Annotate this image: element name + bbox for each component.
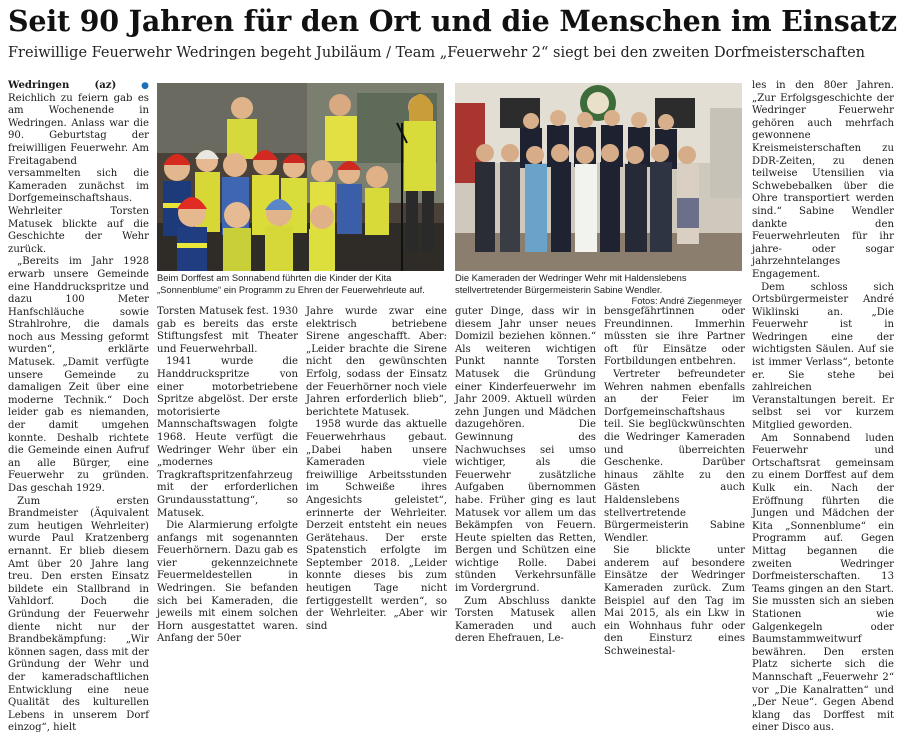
paragraph: „Bereits im Jahr 1928 erwarb unsere Gemeinde eine Handdruckspritze und dazu 100 Meter Hanfschläuche sowie Strahlrohre, die damals noch aus Messing geformt wurden“, erklärte Matusek. „Damit verfügte unsere Gemeinde zu damaligen Zeit über eine moderne Technik.“ Doch leider gab es niemanden, der damit umgehen konnte. Deshalb richtete die Gemeinde einen Aufruf an alle Bürger, eine Feuerwehr zu gründen. Das geschah 1929. xyxy=(8,256,149,494)
photo-kita-children xyxy=(157,83,444,271)
paragraph: Wedringen (az) ● Reichlich zu feiern gab es am Wochenende in Wedringen. Anlass war die 90. Geburtstag der freiwilligen Feuerwehr. Am Freitagabend versammelten sich die Kameraden zunächst im Dorfgemeinschaftshaus. Wehrleiter Torsten Matusek blickte auf die Geschichte der Wehr zurück. xyxy=(8,80,149,255)
paragraph: 1941 wurde die Handdruckspritze von einer motorbetriebene Spritze abgelöst. Der erste motorisierte Mannschaftswagen folgte 1968. Heute verfügt die Wedringer Wehr über ein „modernes Tragkraftspritzenfahrzeug mit der erforderlichen Grundausstattung“, so Matusek. xyxy=(157,356,298,519)
paragraph: 1958 wurde das aktuelle Feuerwehrhaus gebaut. „Dabei haben unsere Kameraden viele freiwillige Arbeitsstunden im Schweiße ihres Angesichts geleistet“, erinnerte der Wehrleiter. Derzeit entsteht ein neues Gerätehaus. Der erste Spatenstich erfolgte im September 2018. „Leider konnte dieses bis zum heutigen Tage nicht fertiggestellt werden“, so der Wehrleiter. „Aber wir sind xyxy=(306,419,447,632)
paragraph: les in den 80er Jahren. „Zur Erfolgsgeschichte der Wedringer Feuerwehr gehören auch mehrfach gewonnene Kreismeisterschaften zu DDR-Zeiten, zu denen teilweise Utensilien via Schwebebalken über die Ohre transportiert werden sind.“ Sabine Wendler dankte den Feuerwehrleuten für ihr jahre- oder sogar jahrzehntelanges Engagement. xyxy=(752,80,894,280)
article-column-5 xyxy=(604,306,745,658)
paragraph: Torsten Matusek fest. 1930 gab es bereits das erste Stiftungsfest mit Theater und Feuerwehrball. xyxy=(157,306,298,355)
article-column-2 xyxy=(157,306,298,645)
article-column-3 xyxy=(306,306,447,632)
paragraph: bensgefährtinnen oder Freundinnen. Immerhin müssten sie ihre Partner oft für Einsätze oder Fortbildungen entbehren. xyxy=(604,306,745,368)
bullet-icon: ● xyxy=(141,81,149,91)
paragraph: Jahre wurde zwar eine elektrisch betriebene Sirene angeschafft. Aber: „Leider brachte die Sirene nicht den gewünschten Erfolg, sodass der Einsatz der Feuerhörner noch viele Jahren erforderlich blieb“, berichtete Matusek. xyxy=(306,306,447,418)
photo-caption-right xyxy=(455,272,742,307)
paragraph: guter Dinge, dass wir in diesem Jahr unser neues Domizil beziehen können.“ Als weiteren wichtigen Punkt nannte Torsten Matusek die Gründung einer Kinderfeuerwehr im Jahr 2009. Aktuell würden zehn Jungen und Mädchen dazugehören. Die Gewinnung des Nachwuchses sei umso wichtiger, als die Feuerwehr zusätzliche Aufgaben übernommen habe. Früher ging es laut Matusek vor allem um das Bekämpfen von Feuern. Heute spielten das Retten, Bergen und Schützen eine wichtige Rolle. Dabei stünden Verkehrsunfälle im Vordergrund. xyxy=(455,306,596,595)
subheadline: Freiwillige Feuerwehr Wedringen begeht Jubiläum / Team „Feuerwehr 2“ siegt bei den zweiten Dorfmeisterschaften xyxy=(8,45,866,61)
article-column-4 xyxy=(455,306,596,645)
photo-fire-brigade-group xyxy=(455,83,742,271)
paragraph: Dem schloss sich Ortsbürgermeister André Wiklinski an. „Die Feuerwehr ist in Wedringen eine der wichtigsten Säulen. Auf sie ist immer Verlass“, betonte er. Sie stehe bei zahlreichen Veranstaltungen bereit. Er selbst sei vor kurzem Mitglied geworden. xyxy=(752,281,894,432)
paragraph: Am Sonnabend luden Feuerwehr und Ortschaftsrat gemeinsam zu einem Dorffest auf dem Kulk ein. Nach der Eröffnung führten die Jungen und Mädchen der Kita „Sonnenblume“ ein Programm auf. Gegen Mittag begannen die zweiten Wedringer Dorfmeisterschaften. 13 Teams gingen an den Start. Sie mussten sich an sieben Stationen wie Galgenkegeln oder Baumstammweitwurf bewähren. Den ersten Platz sicherte sich die Mannschaft „Feuerwehr 2“ vor „Die Kanalratten“ und „Der Neue“. Gegen Abend klang das Dorffest mit einer Disco aus. xyxy=(752,432,894,734)
paragraph: Sie blickte unter anderem auf besondere Einsätze der Wedringer Kameraden zurück. Zum Beispiel auf den Tag im Mai 2015, als ein Lkw in ein Wohnhaus fuhr oder den Einsturz eines Schweinestal- xyxy=(604,545,745,658)
caption-text: Die Kameraden der Wedringer Wehr mit Haldenslebens stellvertretender Bürgermeisterin Sabine Wendler. xyxy=(455,272,687,295)
article-column-6 xyxy=(752,80,894,734)
photo-credit: Fotos: André Ziegenmeyer xyxy=(631,295,742,306)
paragraph: Zum Abschluss dankte Torsten Matusek allen Kameraden und auch deren Ehefrauen, Le- xyxy=(455,595,596,645)
article-column-1 xyxy=(8,80,149,734)
paragraph: Die Alarmierung erfolgte anfangs mit sogenannten Feuerhörnern. Dazu gab es vier gekennzeichnete Feuermeldestellen in Wedringen. Sie befanden sich bei Kameraden, die jeweils mit einem solchen Horn ausgestattet waren. Anfang der 50er xyxy=(157,520,298,645)
paragraph: Vertreter befreundeter Wehren nahmen ebenfalls an der Feier im Dorfgemeinschaftshaus teil. Sie beglückwünschten die Wedringer Kameraden und überreichten Geschenke. Darüber hinaus zählte zu den Gästen auch Haldenslebens stellvertretende Bürgermeisterin Sabine Wendler. xyxy=(604,368,745,544)
paragraph: Zum ersten Brandmeister (Äquivalent zum heutigen Wehrleiter) wurde Paul Kratzenberg ernannt. Er blieb diesem Amt über 20 Jahre lang treu. Den ersten Einsatz bildete ein Stallbrand in Vahldorf. Doch die Gründung der Feuerwehr diente nicht nur der Brandbekämpfung: „Wir können sagen, dass mit der Gründung der Wehr und der kameradschaftlichen Entwicklung eine neue Qualität des kulturellen Lebens in unserem Dorf einzog“, hielt xyxy=(8,495,149,734)
photo-caption-left: Beim Dorffest am Sonnabend führten die Kinder der Kita „Sonnenblume“ ein Programm zu Ehren der Feuerwehrleute auf. xyxy=(157,272,425,295)
headline: Seit 90 Jahren für den Ort und die Menschen im Einsatz xyxy=(8,4,897,38)
dateline: Wedringen (az) xyxy=(8,80,117,91)
